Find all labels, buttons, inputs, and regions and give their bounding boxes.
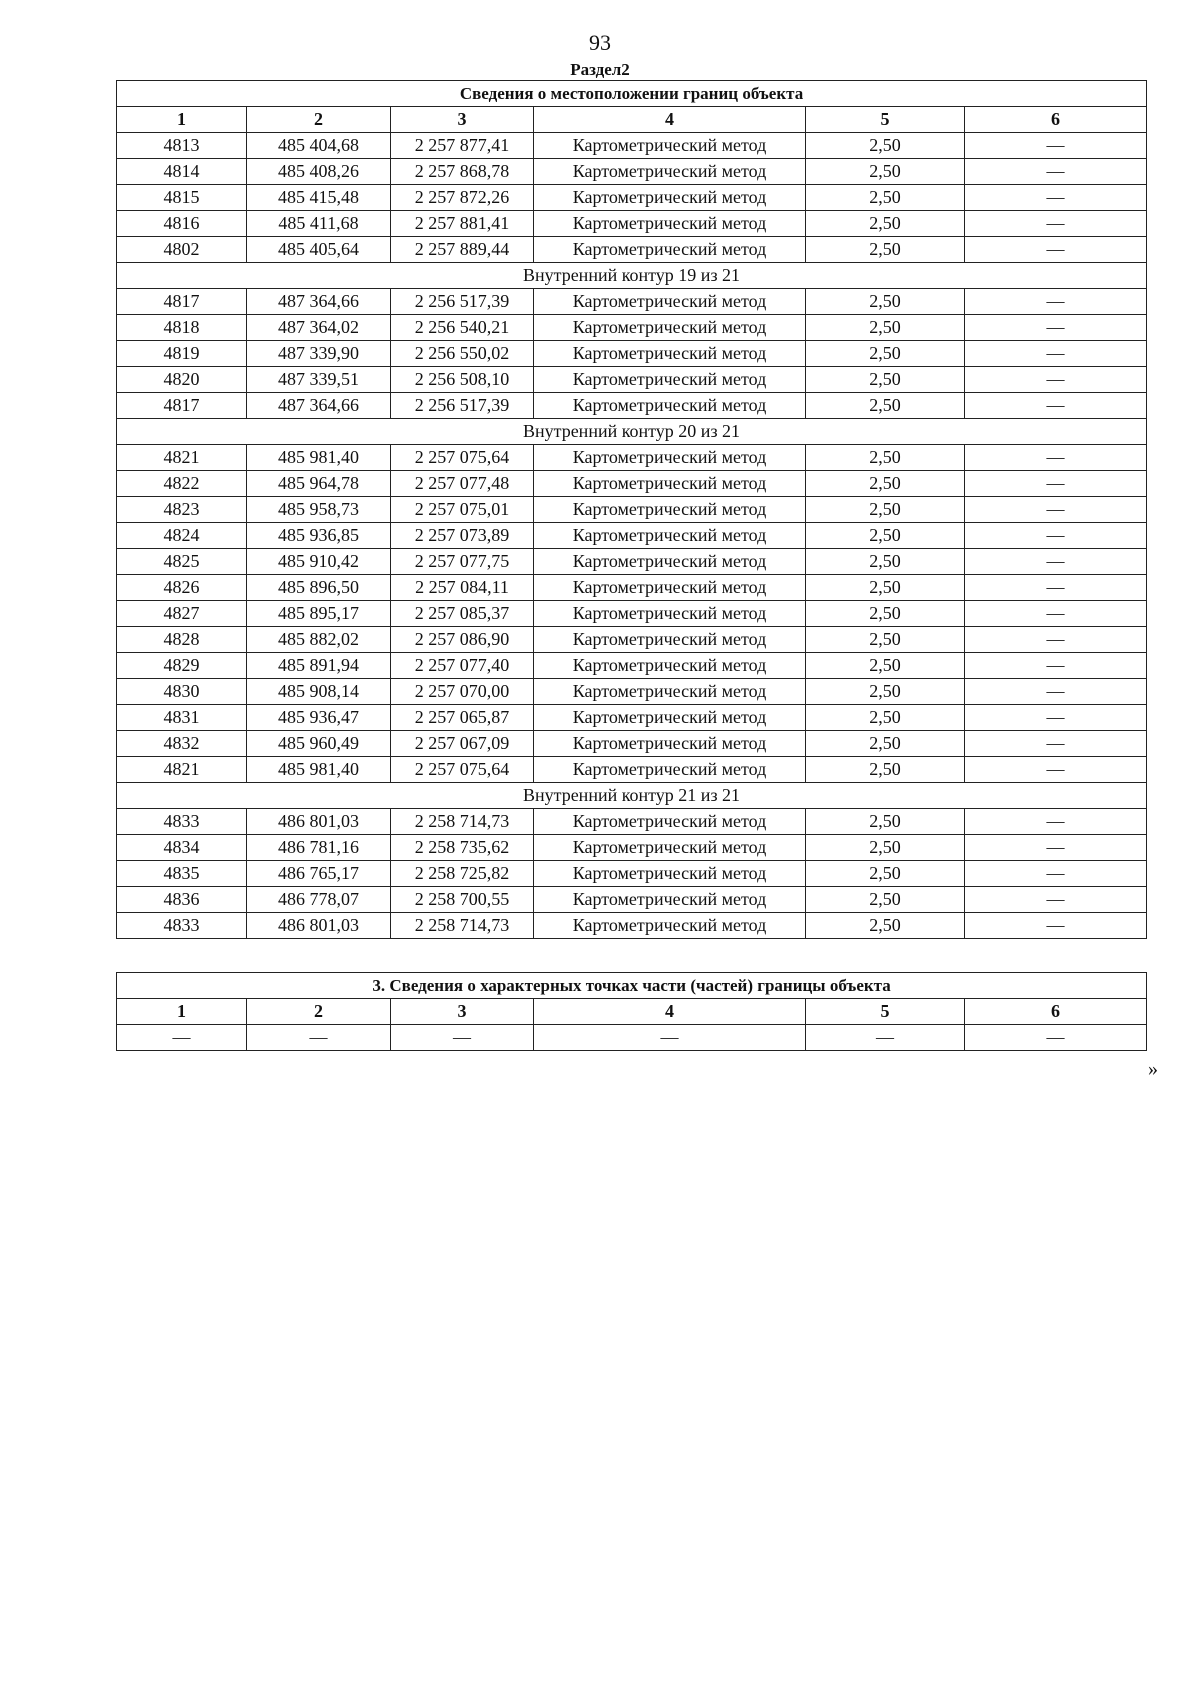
- table-cell: —: [965, 471, 1147, 497]
- table-cell: 2 257 877,41: [391, 133, 534, 159]
- table-cell: 2,50: [806, 705, 965, 731]
- table-cell: 2,50: [806, 159, 965, 185]
- table-cell: 486 801,03: [247, 913, 391, 939]
- table-cell: 4821: [117, 445, 247, 471]
- table-cell: Картометрический метод: [534, 133, 806, 159]
- table-cell: 2 258 725,82: [391, 861, 534, 887]
- table-cell: 2 257 868,78: [391, 159, 534, 185]
- table-row: [117, 757, 1147, 783]
- table-cell: Картометрический метод: [534, 653, 806, 679]
- table-title-row: [117, 973, 1147, 999]
- table-cell: 2 258 700,55: [391, 887, 534, 913]
- table-cell: Картометрический метод: [534, 341, 806, 367]
- table-cell: —: [965, 133, 1147, 159]
- table-cell: 487 364,66: [247, 289, 391, 315]
- table-cell: 2,50: [806, 679, 965, 705]
- table-cell: Картометрический метод: [534, 757, 806, 783]
- table-cell: 487 339,90: [247, 341, 391, 367]
- column-header: 3: [391, 107, 534, 133]
- table-row: [117, 627, 1147, 653]
- table-cell: 2 257 075,64: [391, 757, 534, 783]
- table-cell: Картометрический метод: [534, 237, 806, 263]
- table-row: [117, 731, 1147, 757]
- table-cell: Картометрический метод: [534, 393, 806, 419]
- table-cell: 2 258 735,62: [391, 835, 534, 861]
- table-cell: 2,50: [806, 887, 965, 913]
- table-row: [117, 679, 1147, 705]
- table-row: [117, 913, 1147, 939]
- table-cell: 4831: [117, 705, 247, 731]
- table-cell: —: [965, 315, 1147, 341]
- table-cell: Картометрический метод: [534, 731, 806, 757]
- table-cell: 485 960,49: [247, 731, 391, 757]
- table-cell: 485 981,40: [247, 445, 391, 471]
- table-cell: —: [965, 1025, 1147, 1051]
- table-row: [117, 549, 1147, 575]
- table-cell: 2,50: [806, 757, 965, 783]
- table-cell: 486 765,17: [247, 861, 391, 887]
- table-cell: —: [965, 601, 1147, 627]
- table-cell: 2,50: [806, 575, 965, 601]
- table-cell: 4821: [117, 757, 247, 783]
- table-cell: Картометрический метод: [534, 887, 806, 913]
- boundary-parts-table: [116, 972, 1147, 1051]
- table-cell: 485 415,48: [247, 185, 391, 211]
- table-cell: 4802: [117, 237, 247, 263]
- table-cell: 2,50: [806, 341, 965, 367]
- table-cell: 485 958,73: [247, 497, 391, 523]
- table-cell: 2 256 517,39: [391, 289, 534, 315]
- table-row: [117, 705, 1147, 731]
- table-cell: 485 404,68: [247, 133, 391, 159]
- table-cell: 485 964,78: [247, 471, 391, 497]
- table-row: [117, 575, 1147, 601]
- table-cell: Картометрический метод: [534, 497, 806, 523]
- table-cell: 2,50: [806, 549, 965, 575]
- table-cell: —: [965, 523, 1147, 549]
- table-row: [117, 289, 1147, 315]
- table-cell: 2,50: [806, 133, 965, 159]
- table-cell: 2,50: [806, 211, 965, 237]
- table-row: [117, 159, 1147, 185]
- column-header: 4: [534, 999, 806, 1025]
- table-cell: 4835: [117, 861, 247, 887]
- table-cell: 2 257 070,00: [391, 679, 534, 705]
- column-header: 2: [247, 107, 391, 133]
- table-cell: 485 910,42: [247, 549, 391, 575]
- table-cell: 4828: [117, 627, 247, 653]
- table-row: [117, 497, 1147, 523]
- table-cell: 2,50: [806, 861, 965, 887]
- table-cell: 2,50: [806, 445, 965, 471]
- table-cell: 4817: [117, 289, 247, 315]
- table-cell: —: [965, 393, 1147, 419]
- table-cell: 485 411,68: [247, 211, 391, 237]
- table-cell: 485 891,94: [247, 653, 391, 679]
- table-cell: 2 256 540,21: [391, 315, 534, 341]
- table-cell: 4836: [117, 887, 247, 913]
- table-row: [117, 1025, 1147, 1051]
- table-cell: 485 408,26: [247, 159, 391, 185]
- table-cell: 2,50: [806, 627, 965, 653]
- table-cell: 485 405,64: [247, 237, 391, 263]
- table-cell: Картометрический метод: [534, 705, 806, 731]
- contour-heading-row: [117, 263, 1147, 289]
- table-cell: —: [965, 627, 1147, 653]
- table-cell: Картометрический метод: [534, 211, 806, 237]
- table-cell: —: [965, 445, 1147, 471]
- table-cell: 4825: [117, 549, 247, 575]
- column-header: 3: [391, 999, 534, 1025]
- table-row: [117, 653, 1147, 679]
- table-cell: 486 781,16: [247, 835, 391, 861]
- table-row: [117, 367, 1147, 393]
- table-cell: —: [965, 185, 1147, 211]
- table-title: 3. Сведения о характерных точках части (частей) границы объекта: [117, 973, 1147, 999]
- table-cell: —: [965, 705, 1147, 731]
- table-cell: 4830: [117, 679, 247, 705]
- table-cell: —: [965, 835, 1147, 861]
- table-cell: 4833: [117, 809, 247, 835]
- table-cell: 4832: [117, 731, 247, 757]
- table-cell: 2 257 065,87: [391, 705, 534, 731]
- table-cell: —: [391, 1025, 534, 1051]
- table-cell: 2,50: [806, 185, 965, 211]
- table-cell: 485 896,50: [247, 575, 391, 601]
- table-cell: 2,50: [806, 237, 965, 263]
- table-cell: 4816: [117, 211, 247, 237]
- table-cell: 4829: [117, 653, 247, 679]
- section-title: Раздел2: [570, 60, 630, 79]
- table-cell: 2 256 550,02: [391, 341, 534, 367]
- table-cell: 2,50: [806, 809, 965, 835]
- table-cell: —: [965, 341, 1147, 367]
- table-cell: 2,50: [806, 315, 965, 341]
- table-cell: Картометрический метод: [534, 809, 806, 835]
- table-row: [117, 601, 1147, 627]
- table-cell: 2,50: [806, 471, 965, 497]
- table-cell: 4823: [117, 497, 247, 523]
- column-header: 1: [117, 999, 247, 1025]
- table-cell: 2,50: [806, 367, 965, 393]
- table-cell: —: [965, 809, 1147, 835]
- table-cell: —: [965, 757, 1147, 783]
- table-cell: 2 257 067,09: [391, 731, 534, 757]
- table-cell: 2 257 084,11: [391, 575, 534, 601]
- table-cell: 4833: [117, 913, 247, 939]
- table-cell: 485 895,17: [247, 601, 391, 627]
- table-cell: 487 364,02: [247, 315, 391, 341]
- table-cell: 4818: [117, 315, 247, 341]
- table-cell: Картометрический метод: [534, 289, 806, 315]
- table-cell: 485 936,85: [247, 523, 391, 549]
- table-cell: 2 257 073,89: [391, 523, 534, 549]
- table-row: [117, 887, 1147, 913]
- table-cell: 485 981,40: [247, 757, 391, 783]
- page-number: 93: [589, 30, 611, 55]
- table-cell: Картометрический метод: [534, 471, 806, 497]
- table-cell: 487 364,66: [247, 393, 391, 419]
- table-cell: 2 257 075,01: [391, 497, 534, 523]
- table-cell: 2 258 714,73: [391, 809, 534, 835]
- table-row: [117, 835, 1147, 861]
- table-cell: —: [965, 575, 1147, 601]
- table-row: [117, 315, 1147, 341]
- table-cell: —: [965, 211, 1147, 237]
- column-header: 5: [806, 999, 965, 1025]
- table-cell: 4814: [117, 159, 247, 185]
- table-cell: 2 257 077,40: [391, 653, 534, 679]
- table-cell: —: [247, 1025, 391, 1051]
- table-cell: 4826: [117, 575, 247, 601]
- table-cell: —: [965, 289, 1147, 315]
- table-cell: 2 257 077,75: [391, 549, 534, 575]
- table-header-row: [117, 999, 1147, 1025]
- table-cell: 2 256 517,39: [391, 393, 534, 419]
- table-cell: 2 257 075,64: [391, 445, 534, 471]
- table-cell: —: [965, 913, 1147, 939]
- table-cell: Картометрический метод: [534, 445, 806, 471]
- table-cell: —: [965, 237, 1147, 263]
- table-cell: —: [965, 861, 1147, 887]
- contour-label: Внутренний контур 21 из 21: [117, 783, 1147, 809]
- table-title-row: [117, 81, 1147, 107]
- table-cell: 4817: [117, 393, 247, 419]
- table-cell: 2 257 881,41: [391, 211, 534, 237]
- table-cell: Картометрический метод: [534, 367, 806, 393]
- table-cell: Картометрический метод: [534, 315, 806, 341]
- column-header: 6: [965, 999, 1147, 1025]
- table-cell: 2,50: [806, 601, 965, 627]
- table-row: [117, 861, 1147, 887]
- table-cell: Картометрический метод: [534, 679, 806, 705]
- table-cell: Картометрический метод: [534, 549, 806, 575]
- table-cell: —: [965, 159, 1147, 185]
- table-cell: 2 257 077,48: [391, 471, 534, 497]
- table-cell: 2,50: [806, 523, 965, 549]
- table-cell: —: [965, 367, 1147, 393]
- table-row: [117, 445, 1147, 471]
- closing-quote-mark: »: [1148, 1058, 1158, 1080]
- table-cell: 2 256 508,10: [391, 367, 534, 393]
- table-cell: Картометрический метод: [534, 575, 806, 601]
- table-row: [117, 523, 1147, 549]
- table-cell: 2 257 889,44: [391, 237, 534, 263]
- table-cell: 2 257 085,37: [391, 601, 534, 627]
- table-cell: Картометрический метод: [534, 627, 806, 653]
- table-cell: 2 257 872,26: [391, 185, 534, 211]
- table-cell: 4819: [117, 341, 247, 367]
- table-row: [117, 393, 1147, 419]
- table-cell: 4834: [117, 835, 247, 861]
- column-header: 1: [117, 107, 247, 133]
- table-cell: 2,50: [806, 653, 965, 679]
- table-cell: Картометрический метод: [534, 601, 806, 627]
- table-header-row: [117, 107, 1147, 133]
- table-cell: Картометрический метод: [534, 913, 806, 939]
- table-cell: —: [117, 1025, 247, 1051]
- table-cell: 2,50: [806, 913, 965, 939]
- table-row: [117, 471, 1147, 497]
- table-row: [117, 809, 1147, 835]
- table-cell: 2,50: [806, 497, 965, 523]
- contour-label: Внутренний контур 20 из 21: [117, 419, 1147, 445]
- table-cell: —: [806, 1025, 965, 1051]
- table-cell: Картометрический метод: [534, 835, 806, 861]
- table-cell: 2,50: [806, 835, 965, 861]
- table-cell: —: [965, 731, 1147, 757]
- table-cell: —: [965, 549, 1147, 575]
- column-header: 4: [534, 107, 806, 133]
- table-cell: 485 908,14: [247, 679, 391, 705]
- table-cell: 4820: [117, 367, 247, 393]
- column-header: 5: [806, 107, 965, 133]
- boundary-location-table: [116, 80, 1147, 939]
- table-row: [117, 341, 1147, 367]
- table-row: [117, 237, 1147, 263]
- contour-label: Внутренний контур 19 из 21: [117, 263, 1147, 289]
- table-cell: Картометрический метод: [534, 159, 806, 185]
- table-cell: —: [534, 1025, 806, 1051]
- table-cell: —: [965, 679, 1147, 705]
- table-cell: 2 257 086,90: [391, 627, 534, 653]
- table-cell: 2,50: [806, 289, 965, 315]
- table-cell: 4813: [117, 133, 247, 159]
- column-header: 2: [247, 999, 391, 1025]
- contour-heading-row: [117, 419, 1147, 445]
- table-cell: 4827: [117, 601, 247, 627]
- table-cell: 2,50: [806, 393, 965, 419]
- table-cell: Картометрический метод: [534, 523, 806, 549]
- table-cell: —: [965, 887, 1147, 913]
- table-cell: 4824: [117, 523, 247, 549]
- table-cell: 485 936,47: [247, 705, 391, 731]
- table-cell: —: [965, 497, 1147, 523]
- table-cell: Картометрический метод: [534, 185, 806, 211]
- table-cell: 487 339,51: [247, 367, 391, 393]
- table-cell: 4822: [117, 471, 247, 497]
- table-row: [117, 185, 1147, 211]
- table-cell: 486 778,07: [247, 887, 391, 913]
- table-cell: 486 801,03: [247, 809, 391, 835]
- table-row: [117, 211, 1147, 237]
- table-cell: 2,50: [806, 731, 965, 757]
- table-cell: 2 258 714,73: [391, 913, 534, 939]
- column-header: 6: [965, 107, 1147, 133]
- table-title: Сведения о местоположении границ объекта: [117, 81, 1147, 107]
- table-cell: —: [965, 653, 1147, 679]
- table-cell: Картометрический метод: [534, 861, 806, 887]
- table-cell: 485 882,02: [247, 627, 391, 653]
- contour-heading-row: [117, 783, 1147, 809]
- table-cell: 4815: [117, 185, 247, 211]
- table-row: [117, 133, 1147, 159]
